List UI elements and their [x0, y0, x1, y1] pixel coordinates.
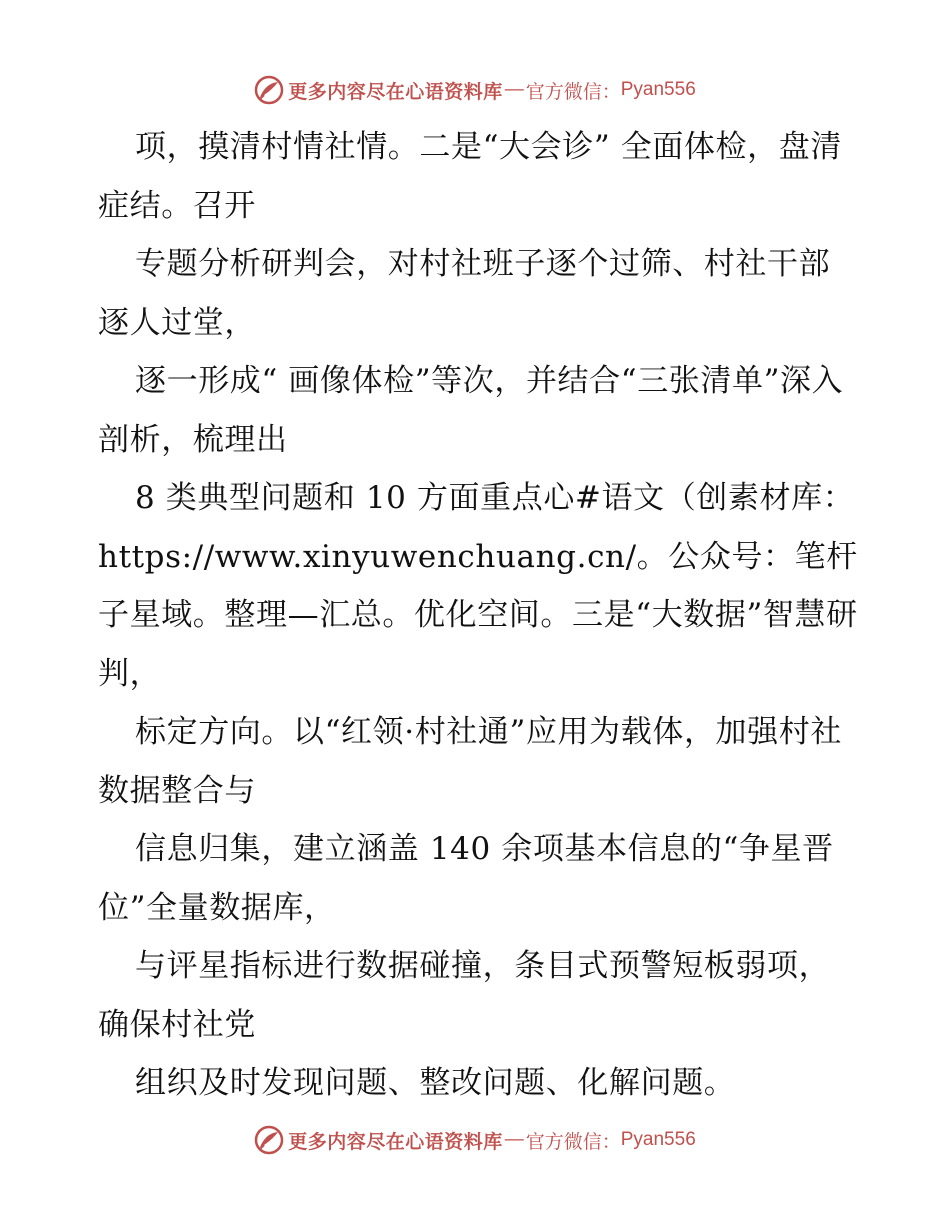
- header-banner: [0, 70, 950, 110]
- banner-site-name: 更多内容尽在心语资料库: [288, 1130, 503, 1153]
- paragraph: 8 类典型问题和 10 方面重点心#语文（创素材库：https://www.xinyuwenchuang.cn/。公众号：笔杆子星域。整理—汇总。优化空间。三是“大数据”智慧研判，: [98, 480, 858, 692]
- paragraph: 组织及时发现问题、整改问题、化解问题。: [135, 1065, 736, 1101]
- paragraph: 逐一形成“ 画像体检”等次，并结合“三张清单”深入剖析，梳理出: [98, 363, 844, 458]
- banner-wechat-id: Pyan556: [620, 1129, 696, 1150]
- banner-site-name: 更多内容尽在心语资料库: [288, 80, 503, 103]
- paragraph: 专题分析研判会，对村社班子逐个过筛、村社干部逐人过堂，: [98, 246, 831, 341]
- paragraph: 信息归集，建立涵盖 140 余项基本信息的“争星晋位”全量数据库，: [98, 831, 834, 926]
- footer-banner: [0, 1120, 950, 1160]
- banner-wechat-id: Pyan556: [620, 79, 696, 100]
- pen-logo-icon: [254, 1125, 284, 1155]
- banner-separator: —: [504, 79, 524, 100]
- banner-official-label: 官方微信：: [525, 80, 621, 103]
- document-body: [98, 118, 858, 1113]
- paragraph: 标定方向。以“红领·村社通”应用为载体，加强村社数据整合与: [98, 714, 842, 809]
- pen-logo-icon: [254, 75, 284, 105]
- paragraph: 项，摸清村情社情。二是“大会诊” 全面体检，盘清症结。召开: [98, 129, 842, 224]
- paragraph: 与评星指标进行数据碰撞，条目式预警短板弱项，确保村社党: [98, 948, 831, 1043]
- banner-separator: —: [504, 1129, 524, 1150]
- banner-official-label: 官方微信：: [525, 1130, 621, 1153]
